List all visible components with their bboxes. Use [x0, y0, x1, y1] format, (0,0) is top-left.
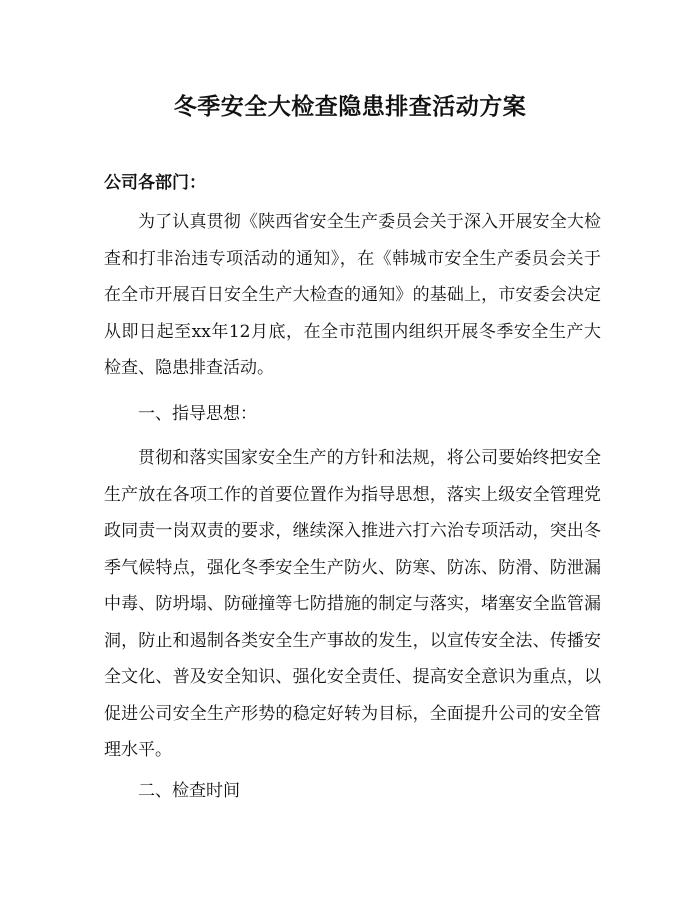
- guiding-thought-paragraph: 贯彻和落实国家安全生产的方针和法规，将公司要始终把安全生产放在各项工作的首要位置作为指导思想，落实上级安全管理党政同责一岗双责的要求，继续深入推进六打六治专项活动，突出冬季气候特点，强化冬季安全生产防火、防寒、防冻、防滑、防泄漏中毒、防坍塌、防碰撞等七防措施的制定与落实，堵塞安全监管漏洞，防止和遏制各类安全生产事故的发生，以宣传安全法、传播安全文化、普及安全知识、强化安全责任、提高安全意识为重点，以促进公司安全生产形势的稳定好转为目标，全面提升公司的安全管理水平。: [104, 448, 601, 760]
- salutation: 公司各部门：: [104, 173, 206, 193]
- document-title: 冬季安全大检查隐患排查活动方案: [173, 94, 527, 120]
- section-heading-inspection-time: 二、检查时间: [138, 781, 240, 801]
- intro-paragraph: 为了认真贯彻《陕西省安全生产委员会关于深入开展安全大检查和打非治违专项活动的通知》，在《韩城市安全生产委员会关于在全市开展百日安全生产大检查的通知》的基础上，市安委会决定从即日起至xx年12月底，在全市范围内组织开展冬季安全生产大检查、隐患排查活动。: [104, 212, 601, 378]
- section-heading-guiding-thought: 一、指导思想：: [138, 404, 257, 424]
